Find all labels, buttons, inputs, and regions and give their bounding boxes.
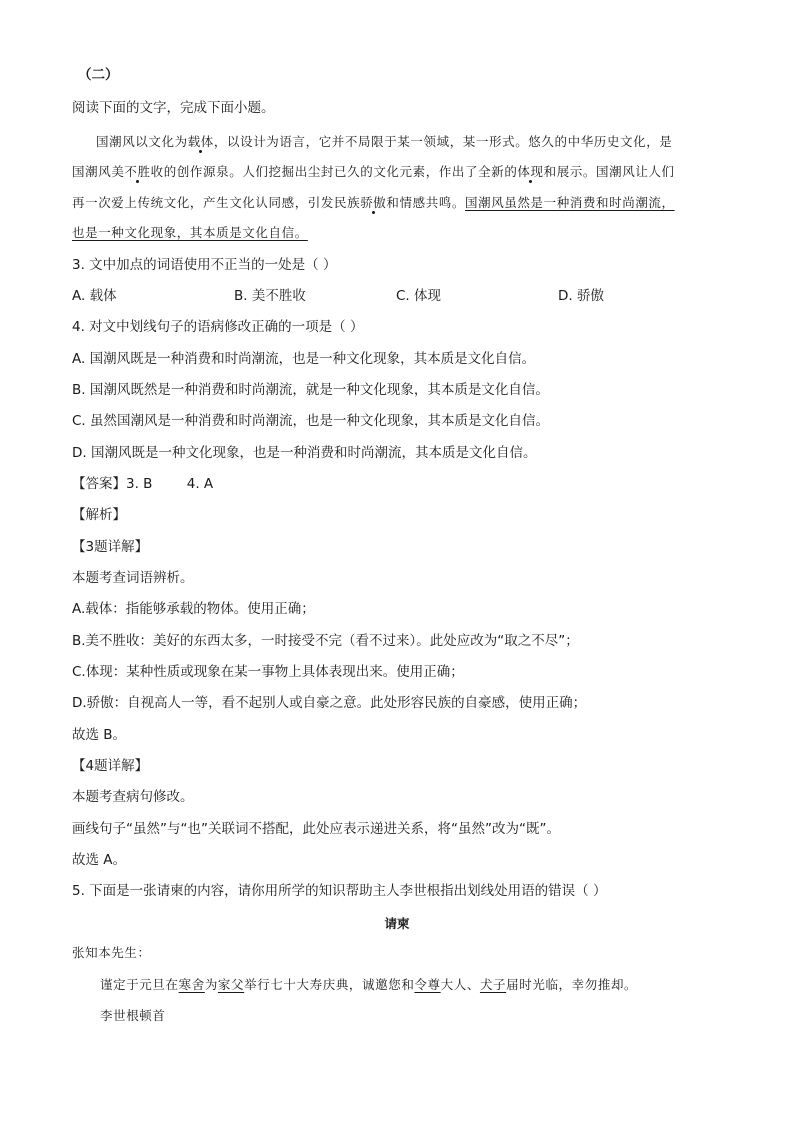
detail-3-line: A.载体：指能够承载的物体。使用正确； [72,601,315,617]
detail-3-line: 本题考查词语辨析。 [72,570,194,586]
passage-line-2: 国潮风美不胜收的创作源泉。人们挖掘出尘封已久的文化元素，作出了全新的体现和展示。国潮风让人们 [72,164,675,179]
q4-option-c: C. 虽然国潮风是一种消费和时尚潮流，也是一种文化现象，其本质是文化自信。 [72,413,550,429]
detail-3-line: 故选 B。 [72,727,127,743]
dotted-word-zaiti: 载体 [187,134,214,149]
underlined-lingzun: 令尊 [414,977,441,992]
detail-4-tag: 【4题详解】 [72,758,149,774]
section-title: （二） [78,67,119,83]
underlined-sentence-part-1: 国潮风虽然是一种消费和时尚潮流， [465,195,675,210]
instruction: 阅读下面的文字，完成下面小题。 [72,100,275,116]
invitation-title: 请柬 [384,916,410,931]
invitation-salutation: 张知本先生： [72,945,151,960]
detail-3-line: C.体现：某种性质或现象在某一事物上具体表现出来。使用正确； [72,664,464,680]
invitation-body: 谨定于元旦在寒舍为家父举行七十大寿庆典，诚邀您和令尊大人、犬子届时光临，幸勿推却。 [100,977,638,992]
dotted-word-tixian: 体现 [517,164,544,179]
underlined-hanshe: 寒舍 [178,977,205,992]
q3-option-d: D. 骄傲 [558,288,604,304]
detail-4-line: 本题考查病句修改。 [72,789,194,805]
q3-option-c: C. 体现 [396,288,442,304]
question-4-stem: 4. 对文中划线句子的语病修改正确的一项是（ ） [72,319,364,335]
underlined-sentence-part-2: 也是一种文化现象，其本质是文化自信。 [72,225,308,240]
dotted-word-meibushengshou: 美不胜收 [111,164,164,179]
analysis-tag: 【解析】 [72,507,126,523]
q3-option-b: B. 美不胜收 [234,288,306,304]
passage-line-4 [72,224,308,242]
passage-line-1: 国潮风以文化为载体，以设计为语言，它并不局限于某一领域，某一形式。悠久的中华历史文化，是 [96,134,673,149]
detail-3-line: B.美不胜收：美好的东西太多，一时接受不完（看不过来）。此处应改为“取之不尽”； [72,633,579,649]
dotted-word-jiaoao: 骄傲 [360,195,387,210]
answer-tag: 【答案】 [72,476,126,492]
question-3-stem: 3. 文中加点的词语使用不正当的一处是（ ） [72,257,337,273]
question-5-stem: 5. 下面是一张请柬的内容，请你用所学的知识帮助主人李世根指出划线处用语的错误（ ） [72,883,607,899]
detail-4-line: 故选 A。 [72,852,127,868]
q4-option-d: D. 国潮风既是一种文化现象，也是一种消费和时尚潮流，其本质是文化自信。 [72,445,537,461]
detail-3-line: D.骄傲：自视高人一等，看不起别人或自豪之意。此处形容民族的自豪感，使用正确； [72,695,587,711]
underlined-jiafu: 家父 [217,977,245,992]
passage-line-3: 再一次爱上传统文化，产生文化认同感，引发民族骄傲和情感共鸣。国潮风虽然是一种消费和时尚潮流， [72,195,675,210]
q4-option-b: B. 国潮风既然是一种消费和时尚潮流，就是一种文化现象，其本质是文化自信。 [72,382,549,398]
q3-option-a: A. 载体 [72,288,117,304]
detail-4-line: 画线句子“虽然”与“也”关联词不搭配，此处应表示递进关系，将“虽然”改为“既”。 [72,821,560,837]
detail-3-tag: 【3题详解】 [72,539,149,555]
answer-row [72,475,213,493]
q4-option-a: A. 国潮风既是一种消费和时尚潮流，也是一种文化现象，其本质是文化自信。 [72,351,536,367]
underlined-quanzi: 犬子 [479,977,507,992]
answer-text: 3. B 4. A [126,476,214,492]
invitation-signature: 李世根顿首 [100,1008,166,1023]
